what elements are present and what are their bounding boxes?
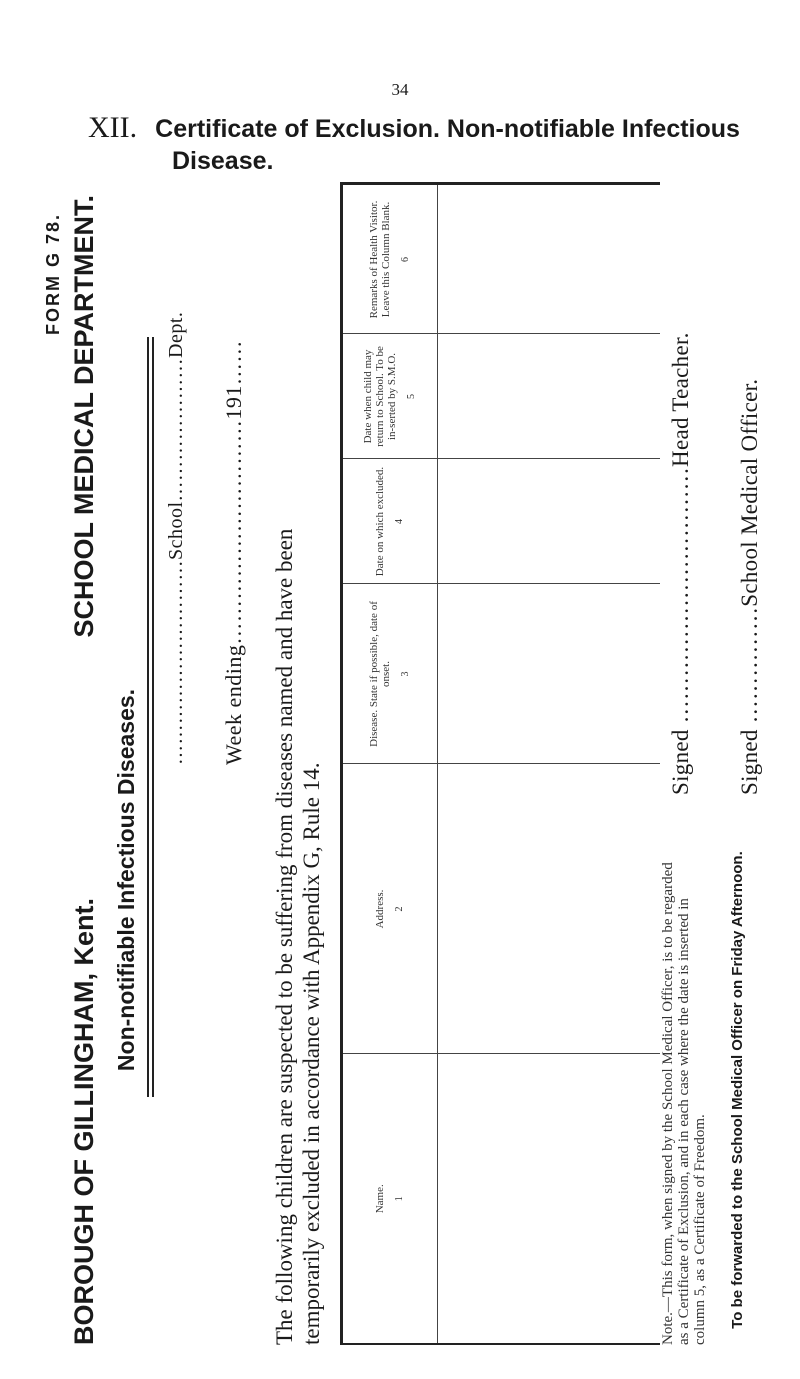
exclusion-form [25,195,785,1345]
section-heading [88,112,788,177]
divider [147,337,149,1097]
section-title-continued: Disease. [172,147,274,175]
form-subtitle: Non-notifiable Infectious Diseases. [113,688,139,1072]
borough-name: BOROUGH OF GILLINGHAM, Kent. [69,898,99,1345]
column-header-date-excluded: Date on which excluded. 4 [342,459,438,584]
column-header-disease: Disease. State if possible, date of onset. 3 [342,584,438,764]
blank-cell [438,184,661,334]
blank-cell [438,1054,661,1344]
form-code: FORM G 78. [43,212,63,335]
blank-cell [438,584,661,764]
intro-line: temporarily excluded in accordance with Appendix G, Rule 14. [299,762,324,1345]
medical-officer-signature: Signed ……………School Medical Officer. [737,378,762,795]
form-note: Note.—This form, when signed by the School Medical Officer, is to be regarded as a Certificate of Exclusion, and in each case where the date is inserted in column 5, as a Certificate of Freedom. [660,862,708,1345]
column-header-name: Name. 1 [342,1054,438,1344]
blank-cell [438,764,661,1054]
forwarding-instruction: To be forwarded to the School Medical Officer on Friday Afternoon. [729,851,746,1329]
table-row [438,184,661,1344]
exclusion-table [340,183,660,1346]
column-header-remarks: Remarks of Health Visitor. Leave this Column Blank. 6 [342,184,438,334]
week-ending-field: Week ending…………………………191…… [221,340,246,765]
blank-cell [438,459,661,584]
form-header [69,195,100,1345]
section-title: Certificate of Exclusion. Non-notifiable Infectious [155,115,740,143]
column-header-address: Address. 2 [342,764,438,1054]
blank-cell [438,334,661,459]
head-teacher-signature: Signed ……………………………Head Teacher. [668,332,693,795]
section-number: XII. [88,111,138,144]
column-header-return-date: Date when child may return to School. To be in-serted by S.M.O. 5 [342,334,438,459]
intro-line: The following children are suspected to be suffering from diseases named and have been [272,528,297,1345]
divider [152,337,154,1097]
page-number: 34 [391,80,409,99]
school-field: …………………………School…………………Dept. [165,311,187,765]
form-intro [271,255,325,1345]
department-name: SCHOOL MEDICAL DEPARTMENT. [69,195,99,638]
